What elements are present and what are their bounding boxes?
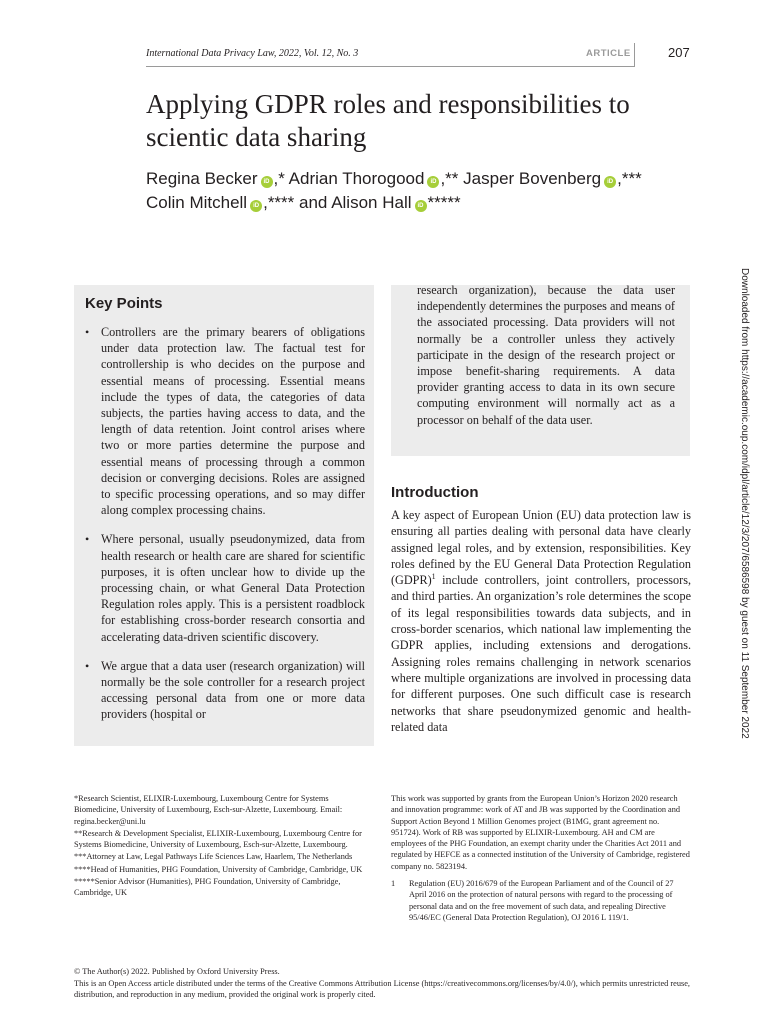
orcid-icon[interactable]: iD — [415, 200, 427, 212]
copyright-line: © The Author(s) 2022. Published by Oxford University Press. — [74, 967, 280, 976]
license-text: This is an Open Access article distributed under the terms of the Creative Commons Attribution License (https://creativecommons.org/licenses/by/4.0/), which permits unrestricted reuse, distribution, and reproduction in any medium, provided the original work is properly cited. — [74, 978, 690, 999]
key-points-list — [85, 324, 365, 736]
author-conjunction: and — [299, 193, 328, 212]
affiliation-marker: ,* — [273, 169, 285, 188]
key-point-text: Where personal, usually pseudonymized, data from health research or health care are shared for scientific purposes, it is often unclear how to divide up the processing chain, or what General Data Protection Regulation roles apply. This is a persistent roadblock for establishing cross-border research consortia and accelerating data-driven scientific discovery. — [101, 532, 365, 644]
key-point-item — [85, 531, 365, 644]
orcid-icon[interactable]: iD — [261, 176, 273, 188]
key-point-text: Controllers are the primary bearers of obligations under data protection law. The factual test for controllership is who decides on the purpose and essential means of processing. Essential means include the types of data, the categories of data subjects, the parties having access to data, and the length of data retention. Joint control arises where two or more parties determine the purpose and essential means of processing through a common decision or converging decisions. Roles are assigned to specific processing operations, and so may differ along complex processing chains. — [101, 325, 365, 518]
affiliation-marker: ,** — [440, 169, 459, 188]
affiliation-marker: ,**** — [263, 193, 295, 212]
header-rule — [146, 66, 635, 67]
footnote-reference[interactable]: 1 — [431, 572, 436, 582]
bullet-icon: • — [85, 325, 90, 339]
author-name[interactable]: Regina Becker — [146, 169, 258, 188]
orcid-icon[interactable]: iD — [250, 200, 262, 212]
footnote-number: 1 — [391, 879, 396, 889]
key-point-item — [85, 658, 365, 723]
bullet-icon: • — [85, 658, 90, 673]
introduction-paragraph — [391, 507, 691, 735]
affiliation-footnotes — [74, 793, 374, 900]
affiliation-footnote: ***Attorney at Law, Legal Pathways Life Sciences Law, Haarlem, The Netherlands — [74, 852, 353, 862]
orcid-icon[interactable]: iD — [427, 176, 439, 188]
numbered-footnote — [391, 878, 691, 923]
journal-citation: International Data Privacy Law, 2022, Vol. 12, No. 3 — [146, 48, 359, 59]
funding-statement: This work was supported by grants from the European Union’s Horizon 2020 research and innovation programme: work of AT and JB was supported by the Coordination and Support Action Beyond 1 Million Genomes project (B1MG, grant agreement no. 951724). Work of RB was supported by ELIXIR-Luxembourg. AH and CM are employees of the PHG Foundation, an exempt charity under the Charities Act 2011 and regulated by HEFCE as a connected institution of the University of Cambridge, registered company no. 5823194. — [391, 794, 690, 871]
author-name[interactable]: Colin Mitchell — [146, 193, 248, 212]
affiliation-marker: ,*** — [617, 169, 642, 188]
affiliation-marker: ***** — [427, 193, 461, 212]
affiliation-footnote: ****Head of Humanities, PHG Foundation, University of Cambridge, Cambridge, UK — [74, 864, 363, 874]
header-rule-tick — [634, 43, 635, 66]
download-note: Downloaded from https://academic.oup.com/idpl/article/12/3/207/6586598 by guest on 11 September 2022 — [739, 268, 750, 739]
orcid-icon[interactable]: iD — [604, 176, 616, 188]
affiliation-footnote: **Research & Development Specialist, ELIXIR-Luxembourg, Luxembourg Centre for Systems Biomedicine, University of Luxembourg, Esch-sur-Alzette, Luxembourg. — [74, 828, 362, 850]
funding-footnotes — [391, 793, 691, 923]
introduction-heading: Introduction — [391, 484, 479, 501]
section-label: ARTICLE — [586, 48, 631, 59]
article-title: Applying GDPR roles and responsibilities to scientic data sharing — [146, 89, 630, 152]
affiliation-footnote: *****Senior Advisor (Humanities), PHG Foundation, University of Cambridge, Cambridge, UK — [74, 877, 341, 898]
author-name[interactable]: Alison Hall — [331, 193, 412, 212]
key-points-heading: Key Points — [85, 295, 163, 312]
footnote-text: Regulation (EU) 2016/679 of the European Parliament and of the Council of 27 April 2016 on the protection of natural persons with regard to the processing of personal data and on the free movement of such data, and repealing Directive 95/46/EC (General Data Protection Regulation), OJ 2016 L 119/1. — [409, 879, 674, 922]
license-notice — [74, 966, 694, 1001]
introduction-text: include controllers, joint controllers, processors, and third parties. An organization’s role determines the scope of its legal responsibilities towards data subjects, and in cross-border scenarios, which national law implementing the GDPR applies, including extensions and derogations. Assigning roles remains challenging in network scenarios where multiple organizations are involved in processing data for different purposes. One such difficult case is research networks that share pseudonymized genomic and health-related data — [391, 573, 691, 734]
key-point-text: We argue that a data user (research organization) will normally be the sole controller for a research project accessing personal data from one or more data providers (hospital or — [101, 658, 365, 722]
key-point-continuation: research organization), because the data user independently determines the purposes and means of the associated processing. Data providers will not normally be a controller unless they actively participate in the design of the research project or impose benefit-sharing requirements. A data provider granting access to data in its own secure computing environment will normally act as a processor on behalf of the data user. — [417, 283, 675, 427]
affiliation-footnote: *Research Scientist, ELIXIR-Luxembourg, Luxembourg Centre for Systems Biomedicine, University of Luxembourg, Esch-sur-Alzette, Luxembourg. Email: regina.becker@uni.lu — [74, 794, 343, 826]
introduction-text: A key aspect of European Union (EU) data protection law is ensuring all parties dealing with personal data have clearly assigned legal roles, and by extension, responsibilities. Key roles defined by the EU General Data Protection Regulation (GDPR) — [391, 508, 691, 588]
author-list — [146, 167, 706, 215]
author-name[interactable]: Jasper Bovenberg — [463, 169, 602, 188]
page-number: 207 — [668, 45, 690, 60]
author-name[interactable]: Adrian Thorogood — [288, 169, 425, 188]
key-point-item — [85, 324, 365, 518]
bullet-icon: • — [85, 532, 90, 547]
